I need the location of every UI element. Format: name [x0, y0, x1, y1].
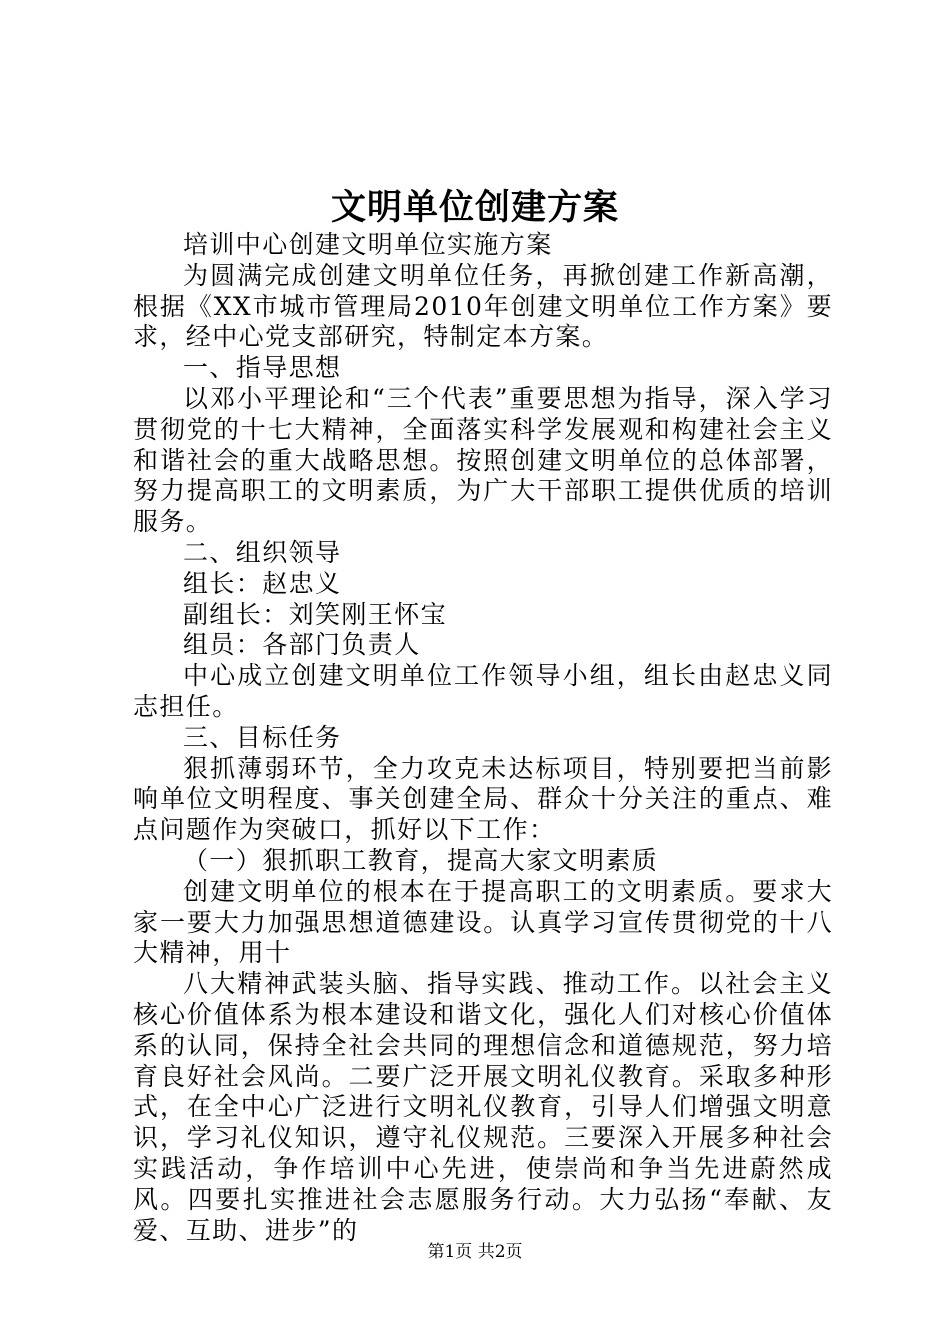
- paragraph: 狠抓薄弱环节，全力攻克未达标项目，特别要把当前影响单位文明程度、事关创建全局、群众十分关注的重点、难点问题作为突破口，抓好以下工作：: [133, 753, 833, 845]
- document-title: 文明单位创建方案: [330, 187, 619, 228]
- paragraph: 八大精神武装头脑、指导实践、推动工作。以社会主义核心价值体系为根本建设和谐文化，强化人们对核心价值体系的认同，保持全社会共同的理想信念和道德规范，努力培育良好社会风尚。二要广泛开展文明礼仪教育。采取多种形式，在全中心广泛进行文明礼仪教育，引导人们增强文明意识，学习礼仪知识，遵守礼仪规范。三要深入开展多种社会实践活动，争作培训中心先进，使崇尚和争当先进蔚然成风。四要扎实推进社会志愿服务行动。大力弘扬“奉献、友爱、互助、进步”的: [133, 969, 833, 1245]
- page-number-footer: 第1页 共2页: [427, 1242, 523, 1262]
- paragraph: 副组长：刘笑刚王怀宝: [183, 599, 448, 629]
- section-heading: 一、指导思想: [183, 353, 342, 383]
- paragraph: 培训中心创建文明单位实施方案: [183, 230, 553, 259]
- paragraph: 组员：各部门负责人: [183, 630, 421, 660]
- document-body: [133, 230, 833, 1246]
- section-heading: 二、组织领导: [183, 537, 342, 567]
- paragraph: 组长：赵忠义: [183, 568, 342, 598]
- paragraph: 为圆满完成创建文明单位任务，再掀创建工作新高潮，根据《XX市城市管理局2010年创建文明单位工作方案》要求，经中心党支部研究，特制定本方案。: [133, 260, 833, 352]
- paragraph: 中心成立创建文明单位工作领导小组，组长由赵忠义同志担任。: [133, 661, 833, 721]
- paragraph: 以邓小平理论和“三个代表”重要思想为指导，深入学习贯彻党的十七大精神，全面落实科学发展观和构建社会主义和谐社会的重大战略思想。按照创建文明单位的总体部署，努力提高职工的文明素质，为广大干部职工提供优质的培训服务。: [133, 383, 833, 537]
- subsection-heading: （一）狠抓职工教育，提高大家文明素质: [183, 845, 659, 875]
- paragraph: 创建文明单位的根本在于提高职工的文明素质。要求大家一要大力加强思想道德建设。认真学习宣传贯彻党的十八大精神，用十: [133, 876, 833, 968]
- section-heading: 三、目标任务: [183, 722, 342, 752]
